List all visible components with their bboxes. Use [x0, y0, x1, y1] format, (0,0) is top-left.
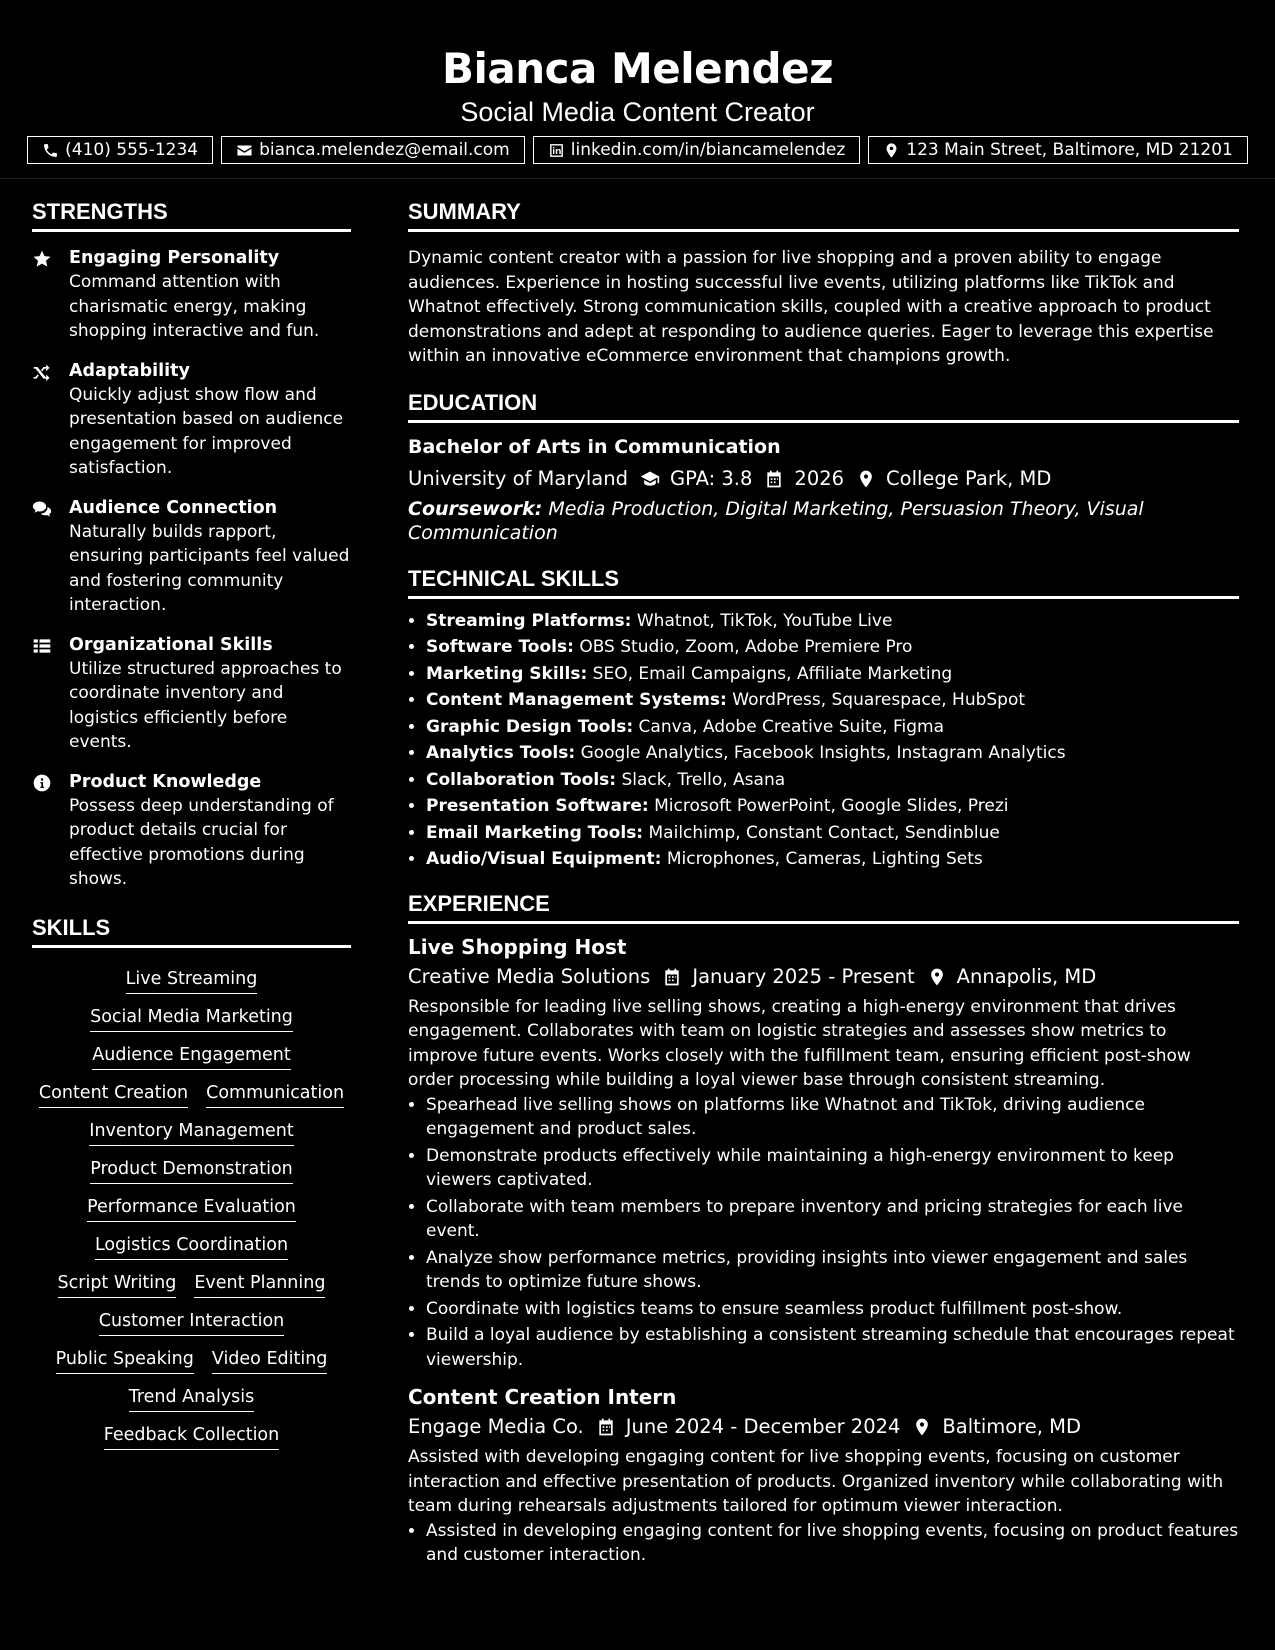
header-divider	[0, 178, 1275, 179]
technical-skills-list	[408, 609, 1239, 872]
strength-desc: Naturally builds rapport, ensuring participants feel valued and fostering community interaction.	[69, 521, 350, 615]
coursework-list: Media Production, Digital Marketing, Persuasion Theory, Visual Communication	[408, 497, 1144, 544]
skill-tag: Feedback Collection	[104, 1422, 279, 1450]
skill-tag: Inventory Management	[89, 1118, 293, 1146]
education-location: College Park, MD	[886, 466, 1052, 490]
skill-tag: Event Planning	[194, 1270, 325, 1298]
list-item: • Marketing Skills: SEO, Email Campaigns, Affiliate Marketing	[426, 662, 1239, 687]
job-dates: January 2025 - Present	[692, 964, 915, 988]
summary-heading: SUMMARY	[408, 198, 1239, 232]
strength-desc: Possess deep understanding of product details crucial for effective promotions during shows.	[69, 795, 334, 889]
list-item: • Presentation Software: Microsoft PowerPoint, Google Slides, Prezi	[426, 794, 1239, 819]
contact-email[interactable]	[221, 136, 525, 164]
job-title: Live Shopping Host	[408, 934, 627, 959]
linkedin-icon	[548, 142, 565, 159]
list-item: • Build a loyal audience by establishing a consistent streaming schedule that encourages repeat viewership.	[426, 1323, 1239, 1372]
list-item: • Coordinate with logistics teams to ensure seamless product fulfillment post-show.	[426, 1297, 1239, 1322]
right-column	[408, 198, 1239, 1582]
list-item: • Assisted in developing engaging content for live shopping events, focusing on product features and customer interaction.	[426, 1519, 1239, 1568]
strength-name: Engaging Personality	[69, 248, 280, 268]
list-item: • Content Management Systems: WordPress, Squarespace, HubSpot	[426, 688, 1239, 713]
calendar-icon	[596, 1417, 616, 1437]
skill-tag: Trend Analysis	[129, 1384, 255, 1412]
list-item: • Audio/Visual Equipment: Microphones, Cameras, Lighting Sets	[426, 847, 1239, 872]
strength-name: Product Knowledge	[69, 771, 262, 792]
strength-item	[32, 359, 351, 481]
contact-address-text: 123 Main Street, Baltimore, MD 21201	[906, 140, 1233, 160]
skills-heading: SKILLS	[32, 914, 351, 948]
star-icon	[32, 249, 52, 269]
left-column	[32, 198, 351, 1454]
strength-name: Adaptability	[69, 360, 190, 381]
skill-tag: Live Streaming	[126, 966, 258, 994]
strength-desc: Quickly adjust show flow and presentation based on audience engagement for improved satisfaction.	[69, 384, 344, 478]
strength-item	[32, 770, 351, 892]
shuffle-icon	[32, 362, 52, 382]
list-item: • Collaborate with team members to prepare inventory and pricing strategies for each live event.	[426, 1195, 1239, 1244]
education-meta	[408, 465, 1239, 493]
strength-desc: Utilize structured approaches to coordinate inventory and logistics efficiently before events.	[69, 658, 342, 752]
contact-bar	[0, 136, 1275, 164]
envelope-icon	[236, 142, 253, 159]
map-pin-icon	[912, 1417, 932, 1437]
contact-linkedin[interactable]	[533, 136, 861, 164]
contact-phone[interactable]	[27, 136, 213, 164]
skill-tag: Logistics Coordination	[95, 1232, 288, 1260]
education-school: University of Maryland	[408, 466, 628, 490]
job-location: Annapolis, MD	[956, 964, 1097, 988]
strength-desc: Command attention with charismatic energy, making shopping interactive and fun.	[69, 272, 320, 341]
skill-tag: Audience Engagement	[92, 1042, 290, 1070]
skill-tag: Communication	[206, 1080, 344, 1108]
list-item: • Collaboration Tools: Slack, Trello, Asana	[426, 768, 1239, 793]
map-pin-icon	[856, 469, 876, 489]
skill-tag: Content Creation	[39, 1080, 188, 1108]
list-item: • Graphic Design Tools: Canva, Adobe Creative Suite, Figma	[426, 715, 1239, 740]
skill-tag: Customer Interaction	[99, 1308, 285, 1336]
strengths-heading: STRENGTHS	[32, 198, 351, 232]
list-icon	[32, 636, 52, 656]
list-item: • Email Marketing Tools: Mailchimp, Constant Contact, Sendinblue	[426, 821, 1239, 846]
coursework-label: Coursework:	[408, 497, 543, 520]
list-item: • Spearhead live selling shows on platforms like Whatnot and TikTok, driving audience engagement and product sales.	[426, 1093, 1239, 1142]
job-description: Responsible for leading live selling shows, creating a high-energy environment that drives engagement. Collaborates with team on logistic strategies and assesses show metrics to improve future events. Works closely with the fulfillment team, ensuring efficient post-show order processing while building a loyal viewer base through consistent streaming.	[408, 996, 1191, 1090]
job-entry	[408, 934, 1239, 1373]
job-bullets	[408, 1093, 1239, 1373]
graduation-cap-icon	[640, 469, 660, 489]
resume-header	[0, 0, 1275, 164]
comments-icon	[32, 499, 52, 519]
phone-icon	[42, 142, 59, 159]
list-item: • Demonstrate products effectively while maintaining a high-energy environment to keep viewers captivated.	[426, 1144, 1239, 1193]
calendar-icon	[662, 967, 682, 987]
skill-tag: Public Speaking	[56, 1346, 194, 1374]
contact-address[interactable]	[868, 136, 1248, 164]
skill-tag: Script Writing	[58, 1270, 177, 1298]
candidate-title: Social Media Content Creator	[460, 97, 815, 127]
skill-tag: Performance Evaluation	[87, 1194, 296, 1222]
contact-phone-text: (410) 555-1234	[65, 140, 199, 160]
skill-tag: Video Editing	[212, 1346, 328, 1374]
map-pin-icon	[927, 967, 947, 987]
education-gpa: GPA: 3.8	[670, 466, 753, 490]
job-meta	[408, 963, 1239, 991]
list-item: • Streaming Platforms: Whatnot, TikTok, YouTube Live	[426, 609, 1239, 634]
strength-item	[32, 246, 351, 344]
calendar-icon	[764, 469, 784, 489]
skill-tag: Social Media Marketing	[90, 1004, 293, 1032]
skills-tag-cloud	[32, 962, 351, 1454]
job-company: Engage Media Co.	[408, 1415, 584, 1438]
strength-item	[32, 496, 351, 618]
job-location: Baltimore, MD	[942, 1415, 1081, 1438]
technical-skills-heading: TECHNICAL SKILLS	[408, 565, 1239, 599]
strength-item	[32, 633, 351, 755]
info-icon	[32, 773, 52, 793]
candidate-name: Bianca Melendez	[441, 44, 834, 93]
contact-email-text: bianca.melendez@email.com	[259, 140, 510, 160]
education-heading: EDUCATION	[408, 389, 1239, 423]
list-item: • Analyze show performance metrics, providing insights into viewer engagement and sales trends to optimize future shows.	[426, 1246, 1239, 1295]
job-title: Content Creation Intern	[408, 1385, 677, 1409]
map-pin-icon	[883, 142, 900, 159]
strength-name: Audience Connection	[69, 497, 278, 518]
job-company: Creative Media Solutions	[408, 964, 651, 988]
job-bullets	[408, 1519, 1239, 1568]
summary-text: Dynamic content creator with a passion for live shopping and a proven ability to engage audiences. Experience in hosting successful live events, utilizing platforms like TikTok and Whatnot effectively. Strong communication skills, coupled with a creative approach to product demonstrations and adept at responding to audience queries. Eager to leverage this expertise within an innovative eCommerce environment that champions growth.	[408, 248, 1214, 366]
strength-name: Organizational Skills	[69, 634, 273, 655]
job-entry	[408, 1384, 1239, 1568]
job-meta	[408, 1413, 1239, 1441]
experience-heading: EXPERIENCE	[408, 890, 1239, 924]
list-item: • Software Tools: OBS Studio, Zoom, Adobe Premiere Pro	[426, 635, 1239, 660]
contact-linkedin-text: linkedin.com/in/biancamelendez	[570, 140, 846, 160]
skill-tag: Product Demonstration	[90, 1156, 293, 1184]
education-degree: Bachelor of Arts in Communication	[408, 435, 781, 458]
job-description: Assisted with developing engaging content for live shopping events, focusing on customer interaction and effective presentation of products. Organized inventory while collaborating with team during rehearsals adjustments tailored for optimum viewer interaction.	[408, 1447, 1224, 1516]
job-dates: June 2024 - December 2024	[625, 1415, 901, 1438]
education-year: 2026	[794, 466, 845, 490]
list-item: • Analytics Tools: Google Analytics, Facebook Insights, Instagram Analytics	[426, 741, 1239, 766]
education-coursework	[408, 497, 1239, 545]
